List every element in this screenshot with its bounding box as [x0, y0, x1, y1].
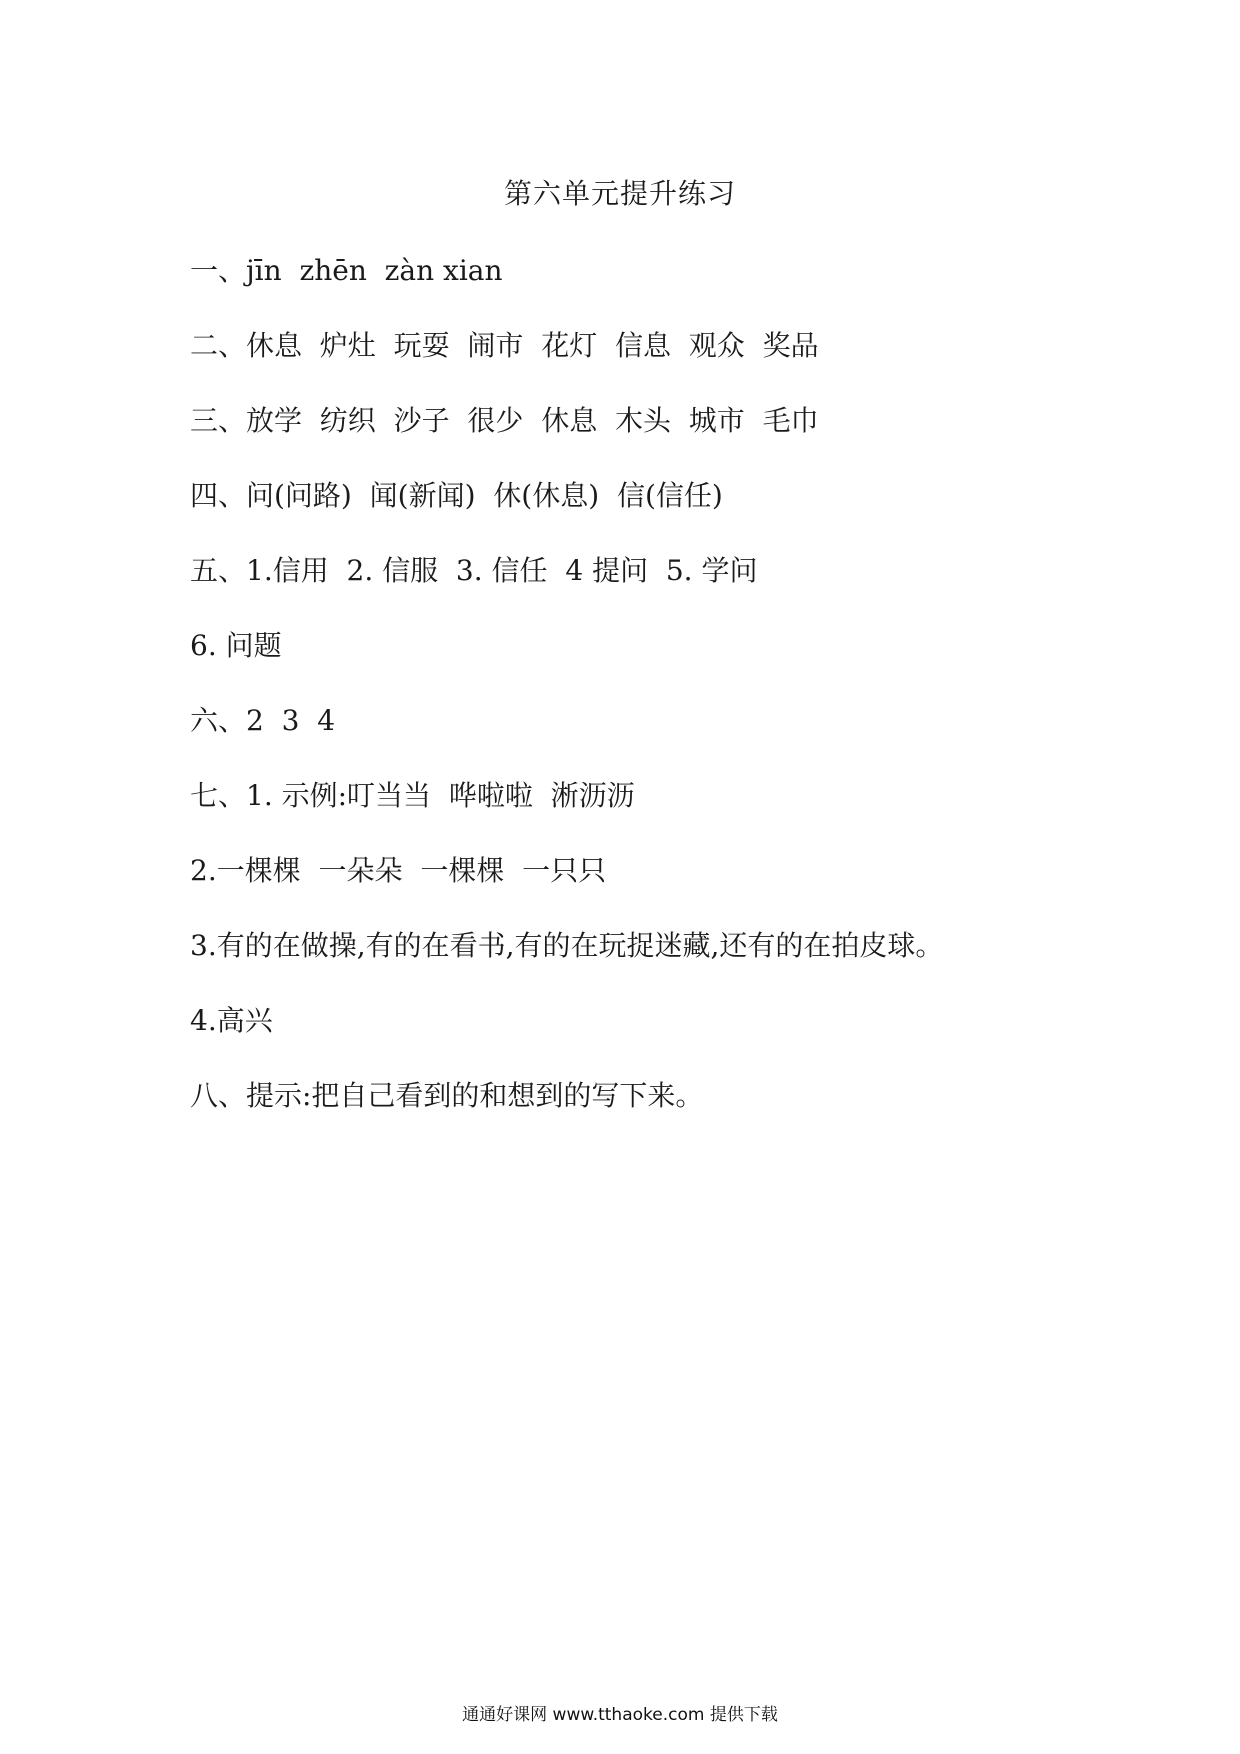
answer-line-5: 五、1.信用 2. 信服 3. 信任 4 提问 5. 学问 [190, 554, 758, 587]
answer-line-4: 四、问(问路) 闻(新闻) 休(休息) 信(信任) [190, 479, 723, 512]
answer-line-6: 6. 问题 [190, 629, 282, 662]
answer-line-1: 一、jīn zhēn zàn xian [190, 254, 503, 287]
answer-line-8: 七、1. 示例:叮当当 哗啦啦 淅沥沥 [190, 779, 635, 812]
answer-line-9: 2.一棵棵 一朵朵 一棵棵 一只只 [190, 854, 607, 887]
answer-line-12: 八、提示:把自己看到的和想到的写下来。 [190, 1079, 704, 1112]
answer-line-7: 六、2 3 4 [190, 704, 336, 737]
answer-line-3: 三、放学 纺织 沙子 很少 休息 木头 城市 毛巾 [190, 404, 819, 437]
answer-line-2: 二、休息 炉灶 玩耍 闹市 花灯 信息 观众 奖品 [190, 329, 819, 362]
page-title: 第六单元提升练习 [503, 177, 736, 210]
answer-list [190, 250, 1090, 1150]
answer-line-11: 4.高兴 [190, 1004, 273, 1037]
footer-credit: 通通好课网 www.tthaoke.com 提供下载 [462, 1705, 778, 1725]
answer-line-10: 3.有的在做操,有的在看书,有的在玩捉迷藏,还有的在拍皮球。 [190, 929, 944, 962]
